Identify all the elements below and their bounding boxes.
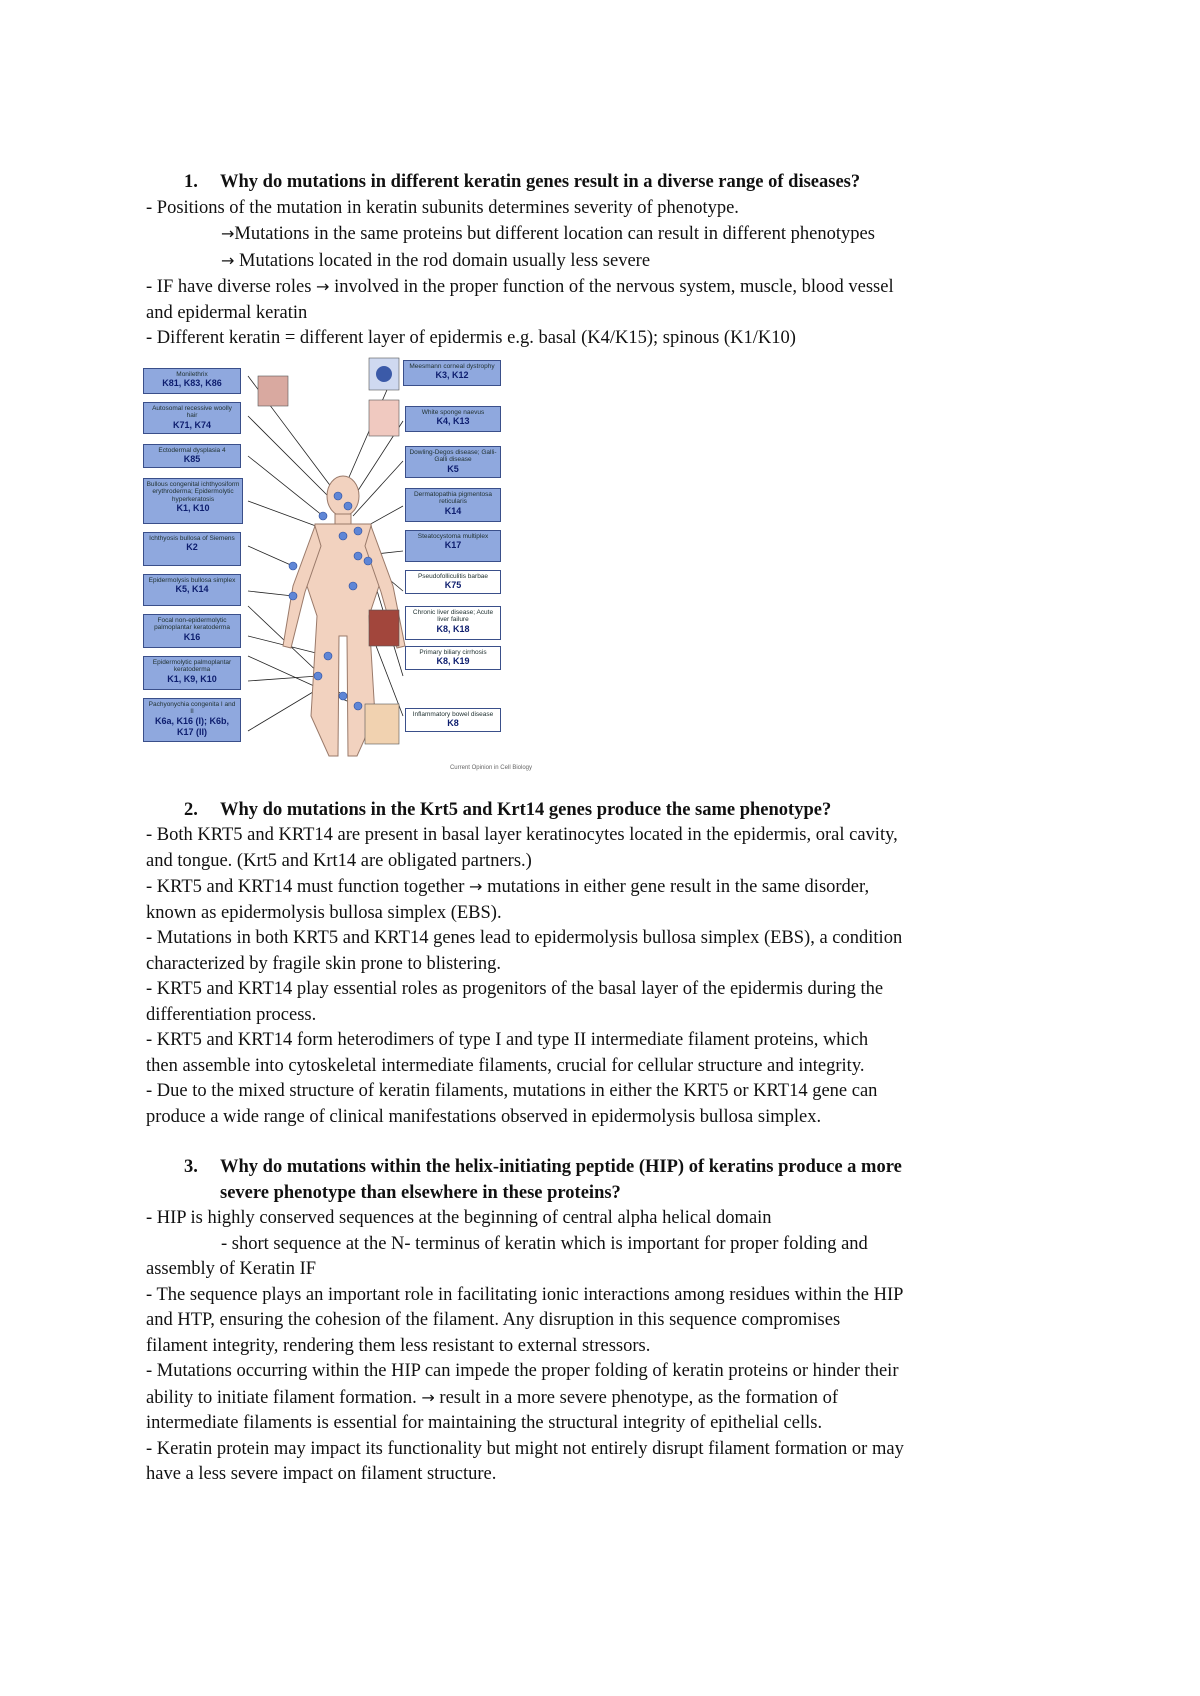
disease-box: Primary biliary cirrhosis K8, K19 [405,646,501,670]
answer-line: known as epidermolysis bullosa simplex (EBS). [146,902,502,923]
arrow-icon: → [421,1387,435,1407]
question-number: 3. [184,1157,198,1177]
disease-box: Dermatopathia pigmentosa reticularis K14 [405,488,501,522]
disease-box: White sponge naevus K4, K13 [405,406,501,432]
question-text: Why do mutations in the Krt5 and Krt14 genes produce the same phenotype? [220,799,832,820]
answer-line: - KRT5 and KRT14 play essential roles as progenitors of the basal layer of the epidermis during the [146,979,884,999]
answer-line: characterized by fragile skin prone to blistering. [146,953,501,974]
answer-line: filament integrity, rendering them less resistant to external stressors. [146,1335,651,1356]
disease-box: Pseudofolliculitis barbae K75 [405,570,501,594]
spacer [146,1130,1076,1155]
arrow-icon: → [221,224,235,243]
disease-box: Ectodermal dysplasia 4 K85 [143,444,241,468]
answer-line: →Mutations in the same proteins but different location can result in different phenotypes [221,224,875,244]
answer-line: - Both KRT5 and KRT14 are present in basal layer keratinocytes located in the epidermis, oral cavity, [146,825,898,845]
document-content [146,170,1076,1488]
question-2-heading [146,798,1076,824]
disease-box: Bullous congenital ichthyosiform erythroderma; Epidermolytic hyperkeratosis K1, K10 [143,478,243,524]
answer-line: - HIP is highly conserved sequences at the beginning of central alpha helical domain [146,1208,772,1228]
answer-line: - Mutations occurring within the HIP can impede the proper folding of keratin proteins or hinder their [146,1361,899,1381]
arrow-icon: → [316,277,330,296]
question-number: 1. [184,172,198,192]
liver-inset-image [369,610,399,646]
intestine-inset-image [365,704,399,744]
answer-line: produce a wide range of clinical manifestations observed in epidermolysis bullosa simplex. [146,1106,822,1127]
disease-box: Meesmann corneal dystrophy K3, K12 [403,360,501,386]
answer-line: - Keratin protein may impact its functionality but might not entirely disrupt filament formation or may [146,1438,904,1459]
answer-line: assembly of Keratin IF [146,1259,317,1279]
answer-line: → Mutations located in the rod domain usually less severe [221,250,651,271]
answer-line: ability to initiate filament formation. → result in a more severe phenotype, as the formation of [146,1387,839,1408]
answer-line: and tongue. (Krt5 and Krt14 are obligated partners.) [146,850,532,871]
answer-line: intermediate filaments is essential for maintaining the structural integrity of epithelial cells. [146,1413,823,1433]
eye-icon [376,366,392,382]
disease-box: Focal non-epidermolytic palmoplantar keratoderma K16 [143,614,241,648]
question-3-heading [146,1155,1076,1206]
disease-box: Monilethrix K81, K83, K86 [143,368,241,394]
keratin-disease-figure [143,356,538,786]
answer-line: differentiation process. [146,1004,317,1025]
arrow-icon: → [469,877,483,896]
answer-line: and HTP, ensuring the cohesion of the filament. Any disruption in this sequence compromises [146,1310,841,1330]
answer-line: - IF have diverse roles → involved in the proper function of the nervous system, muscle, blood vessel [146,277,894,297]
hair-inset-image [258,376,288,406]
disease-box: Epidermolysis bullosa simplex K5, K14 [143,574,241,606]
answer-line: and epidermal keratin [146,302,308,323]
disease-box: Epidermolytic palmoplantar keratoderma K1, K9, K10 [143,656,241,690]
disease-box: Dowling-Degos disease; Galli-Galli disease K5 [405,446,501,478]
answer-line: - short sequence at the N- terminus of keratin which is important for proper folding and [221,1233,868,1254]
answer-line: then assemble into cytoskeletal intermediate filaments, crucial for cellular structure and integrity. [146,1055,865,1076]
question-1-heading [146,170,1076,196]
answer-line: have a less severe impact on filament structure. [146,1464,497,1484]
figure-credit: Current Opinion in Cell Biology [449,765,532,771]
answer-line: - Positions of the mutation in keratin subunits determines severity of phenotype. [146,197,739,218]
arrow-icon: → [221,250,235,270]
disease-box: Autosomal recessive woolly hair K71, K74 [143,402,241,434]
mouth-inset-image [369,400,399,436]
disease-box: Pachyonychia congenita I and II K6a, K16 (I); K6b, K17 (II) [143,698,241,742]
answer-line: - The sequence plays an important role in facilitating ionic interactions among residues within the HIP [146,1284,904,1305]
disease-box: Steatocystoma multiplex K17 [405,530,501,562]
disease-box: Inflammatory bowel disease K8 [405,708,501,732]
answer-line: - Due to the mixed structure of keratin filaments, mutations in either the KRT5 or KRT14 gene can [146,1081,878,1101]
answer-line: - Different keratin = different layer of epidermis e.g. basal (K4/K15); spinous (K1/K10) [146,328,796,348]
answer-line: - KRT5 and KRT14 form heterodimers of type I and type II intermediate filament proteins, which [146,1030,869,1050]
question-number: 2. [184,799,198,820]
disease-box: Chronic liver disease; Acute liver failure K8, K18 [405,606,501,640]
answer-line: - Mutations in both KRT5 and KRT14 genes lead to epidermolysis bullosa simplex (EBS), a condition [146,928,903,948]
question-text: Why do mutations within the helix-initiating peptide (HIP) of keratins produce a more severe phenotype than elsewhere in these proteins? [220,1157,902,1203]
answer-line: - KRT5 and KRT14 must function together → mutations in either gene result in the same disorder, [146,877,870,897]
disease-box: Ichthyosis bullosa of Siemens K2 [143,532,241,566]
question-text: Why do mutations in different keratin genes result in a diverse range of diseases? [220,172,861,192]
